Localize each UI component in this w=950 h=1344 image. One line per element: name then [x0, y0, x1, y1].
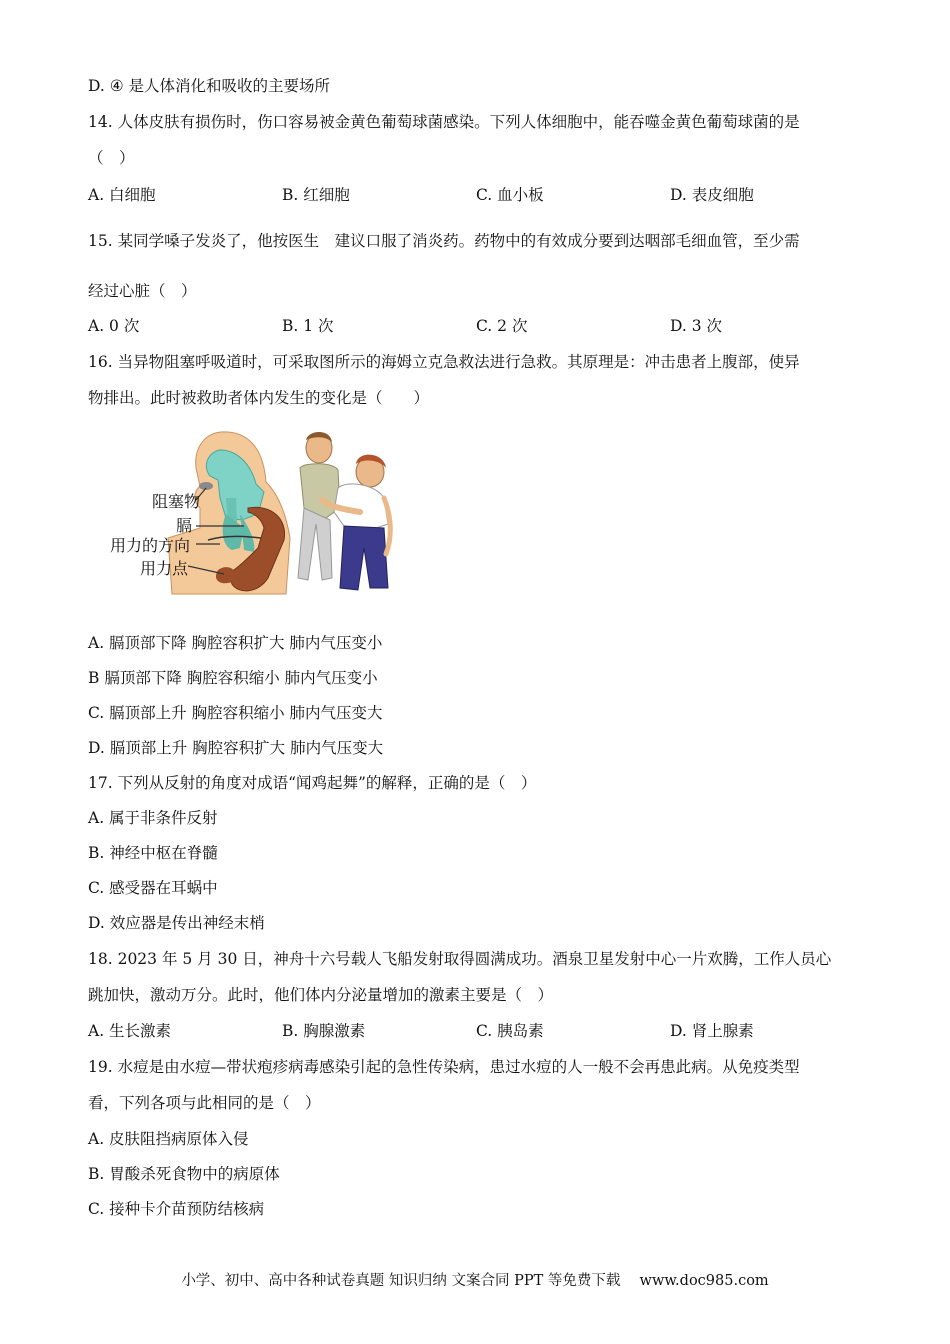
q15-option-c: C. 2 次 — [476, 317, 528, 335]
q16-option-c: C. 膈顶部上升 胸腔容积缩小 肺内气压变大 — [88, 704, 383, 722]
q17-option-a: A. 属于非条件反射 — [88, 809, 218, 827]
heimlich-maneuver-figure — [108, 428, 398, 596]
q14-bracket: （ ） — [88, 149, 135, 167]
q16-stem: 16. 当异物阻塞呼吸道时，可采取图所示的海姆立克急救法进行急救。其原理是：冲击患者上腹部，使异 — [88, 353, 800, 371]
q19-stem: 19. 水痘是由水痘—带状疱疹病毒感染引起的急性传染病，患过水痘的人一般不会再患此病。从免疫类型 — [88, 1058, 800, 1076]
q18-option-a: A. 生长激素 — [88, 1022, 172, 1040]
q15-stem: 15. 某同学嗓子发炎了，他按医生 建议口服了消炎药。药物中的有效成分要到达咽部毛细血管，至少需 — [88, 232, 800, 250]
q14-option-d: D. 表皮细胞 — [670, 186, 754, 204]
q14-option-a: A. 白细胞 — [88, 186, 156, 204]
q13-option-d: D. ④ 是人体消化和吸收的主要场所 — [88, 77, 331, 95]
q15-option-a: A. 0 次 — [88, 317, 140, 335]
page-footer: 小学、初中、高中各种试卷真题 知识归纳 文案合同 PPT 等免费下载 www.doc985.com — [181, 1273, 769, 1289]
q17-stem: 17. 下列从反射的角度对成语“闻鸡起舞”的解释，正确的是（ ） — [88, 774, 537, 792]
q17-option-b: B. 神经中枢在脊髓 — [88, 844, 218, 862]
q18-option-b: B. 胸腺激素 — [282, 1022, 366, 1040]
figure-label-force-direction: 用力的方向 — [110, 536, 191, 555]
q19-stem-continued: 看，下列各项与此相同的是（ ） — [88, 1094, 321, 1112]
figure-label-obstruction: 阻塞物 — [152, 492, 201, 511]
q15-option-b: B. 1 次 — [282, 317, 334, 335]
q19-option-c: C. 接种卡介苗预防结核病 — [88, 1200, 265, 1218]
q19-option-a: A. 皮肤阻挡病原体入侵 — [88, 1130, 249, 1148]
q18-option-d: D. 肾上腺素 — [670, 1022, 754, 1040]
figure-label-force-point: 用力点 — [140, 559, 189, 578]
q14-option-c: C. 血小板 — [476, 186, 544, 204]
q16-stem-continued: 物排出。此时被救助者体内发生的变化是（ ） — [88, 389, 430, 407]
rescuer-and-patient-illustration — [298, 432, 390, 590]
q17-option-d: D. 效应器是传出神经末梢 — [88, 914, 265, 932]
q15-option-d: D. 3 次 — [670, 317, 723, 335]
q15-stem-continued: 经过心脏（ ） — [88, 282, 197, 300]
q18-stem-continued: 跳加快，激动万分。此时，他们体内分泌量增加的激素主要是（ ） — [88, 986, 554, 1004]
q16-option-d: D. 膈顶部上升 胸腔容积扩大 肺内气压变大 — [88, 739, 384, 757]
q18-option-c: C. 胰岛素 — [476, 1022, 544, 1040]
q17-option-c: C. 感受器在耳蜗中 — [88, 879, 218, 897]
q16-option-a: A. 膈顶部下降 胸腔容积扩大 肺内气压变小 — [88, 634, 383, 652]
q18-stem: 18. 2023 年 5 月 30 日，神舟十六号载人飞船发射取得圆满成功。酒泉卫星发射中心一片欢腾，工作人员心 — [88, 950, 832, 968]
q19-option-b: B. 胃酸杀死食物中的病原体 — [88, 1165, 280, 1183]
q16-option-b: B 膈顶部下降 胸腔容积缩小 肺内气压变小 — [88, 669, 378, 687]
q14-option-b: B. 红细胞 — [282, 186, 350, 204]
figure-label-diaphragm: 膈 — [176, 516, 193, 535]
q14-stem: 14. 人体皮肤有损伤时，伤口容易被金黄色葡萄球菌感染。下列人体细胞中，能吞噬金黄色葡萄球菌的是 — [88, 113, 800, 131]
